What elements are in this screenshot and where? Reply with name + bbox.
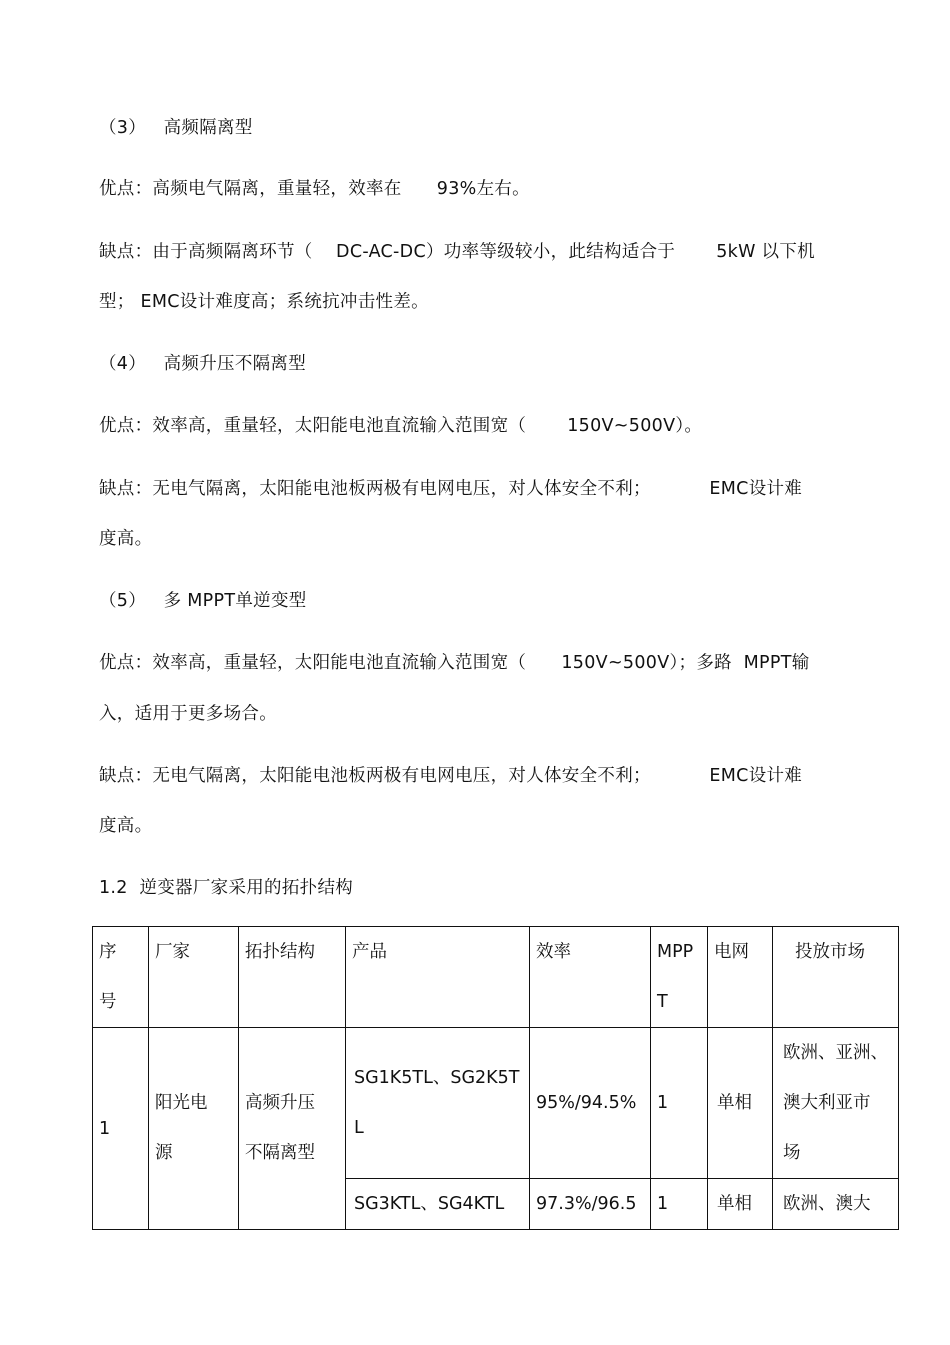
section-4-heading: （4） 高频升压不隔离型 <box>99 354 307 374</box>
cell-maker: 阳光电 源 <box>149 1028 239 1230</box>
section-5-advantages-line2: 入，适用于更多场合。 <box>99 704 277 724</box>
section-3-advantages: 优点：高频电气隔离，重量轻，效率在 93%左右。 <box>99 179 530 199</box>
cell-market: 欧洲、澳大 <box>773 1179 899 1230</box>
section-5-disadvantages-line2: 度高。 <box>99 816 153 836</box>
cell-market: 欧洲、亚洲、 澳大利亚市 场 <box>773 1028 899 1179</box>
header-efficiency: 效率 <box>530 927 651 1028</box>
cell-mppt: 1 <box>651 1028 708 1179</box>
section-5-advantages-line1: 优点：效率高，重量轻，太阳能电池直流输入范围宽（ 150V~500V）；多路 MPPT输 <box>99 653 810 673</box>
table-row <box>93 1028 899 1179</box>
header-maker: 厂家 <box>149 927 239 1028</box>
cell-efficiency: 95%/94.5% <box>530 1028 651 1179</box>
cell-efficiency: 97.3%/96.5 <box>530 1179 651 1230</box>
section-5-heading: （5） 多 MPPT单逆变型 <box>99 591 307 611</box>
table-header-row <box>93 927 899 1028</box>
header-product: 产品 <box>346 927 530 1028</box>
header-mppt: MPP T <box>651 927 708 1028</box>
cell-product: SG3KTL、SG4KTL <box>346 1179 530 1230</box>
cell-no: 1 <box>93 1028 149 1230</box>
section-4-disadvantages-line1: 缺点：无电气隔离，太阳能电池板两极有电网电压，对人体安全不利； EMC设计难 <box>99 479 803 499</box>
section-5-disadvantages-line1: 缺点：无电气隔离，太阳能电池板两极有电网电压，对人体安全不利； EMC设计难 <box>99 766 803 786</box>
cell-grid: 单相 <box>708 1179 773 1230</box>
cell-grid: 单相 <box>708 1028 773 1179</box>
cell-product: SG1K5TL、SG2K5TL <box>346 1028 530 1179</box>
section-3-disadvantages-line1: 缺点：由于高频隔离环节（ DC-AC-DC）功率等级较小，此结构适合于 5kW 以下机 <box>99 242 815 262</box>
header-market: 投放市场 <box>773 927 899 1028</box>
section-4-disadvantages-line2: 度高。 <box>99 529 153 549</box>
section-4-advantages: 优点：效率高，重量轻，太阳能电池直流输入范围宽（ 150V~500V）。 <box>99 416 703 436</box>
header-topology: 拓扑结构 <box>239 927 346 1028</box>
section-1-2-heading: 1.2 逆变器厂家采用的拓扑结构 <box>99 878 354 898</box>
section-3-heading: （3） 高频隔离型 <box>99 118 253 138</box>
header-grid: 电网 <box>708 927 773 1028</box>
cell-mppt: 1 <box>651 1179 708 1230</box>
header-no: 序 号 <box>93 927 149 1028</box>
section-3-disadvantages-line2: 型； EMC设计难度高；系统抗冲击性差。 <box>99 292 429 312</box>
cell-topology: 高频升压 不隔离型 <box>239 1028 346 1230</box>
inverter-topology-table <box>92 926 899 1230</box>
